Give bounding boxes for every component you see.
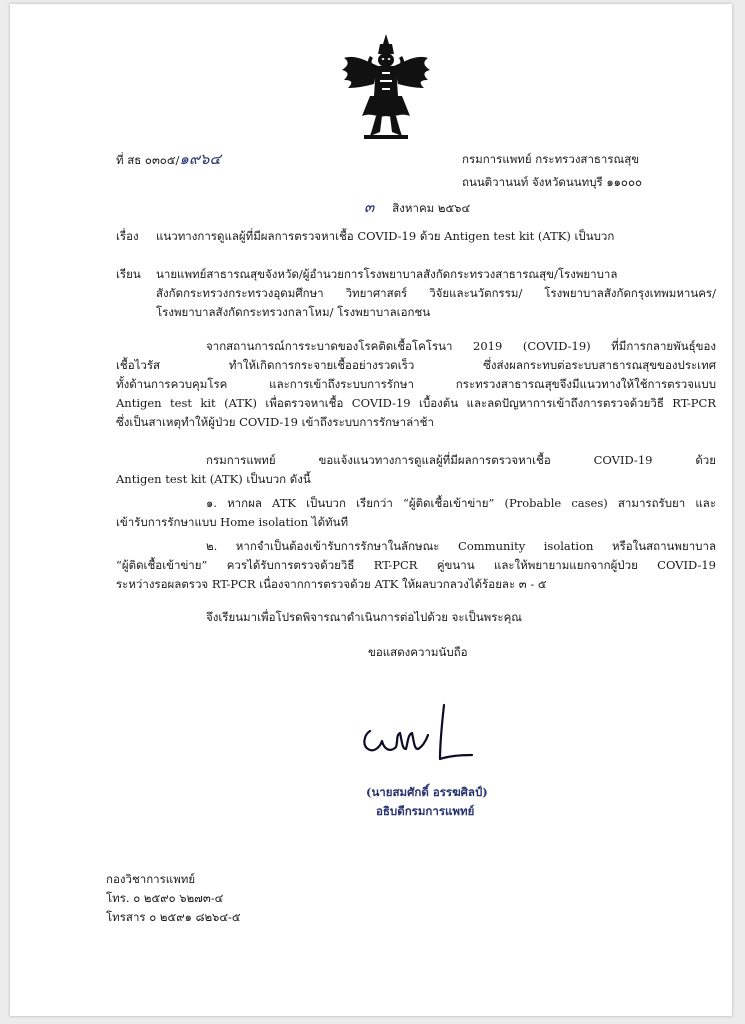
item-2-line-2: “ผู้ติดเชื้อเข้าข่าย” ควรได้รับการตรวจด้วยวิธี RT-PCR คู่ขนาน และให้พยายามแยกจากผู้ป่วย COVID-19: [116, 558, 716, 572]
signatory-name: (นายสมศักดิ์ อรรฆศิลป์): [366, 785, 488, 799]
paragraph-2-line-1: กรมการแพทย์ ขอแจ้งแนวทางการดูแลผู้ที่มีผลการตรวจหาเชื้อ COVID-19 ด้วย: [206, 453, 716, 467]
org-address: ถนนติวานนท์ จังหวัดนนทบุรี ๑๑๐๐๐: [462, 175, 642, 189]
recipient-line-3: โรงพยาบาลสังกัดกระทรวงกลาโหม/ โรงพยาบาลเอกชน: [156, 305, 431, 319]
paragraph-2-line-2: Antigen test kit (ATK) เป็นบวก ดังนี้: [116, 472, 311, 486]
paragraph-1-line-4: Antigen test kit (ATK) เพื่อตรวจหาเชื้อ COVID-19 เบื้องต้น และลดปัญหาการเข้าถึงการตรวจด้วยวิธี RT-PCR: [116, 396, 716, 410]
org-name: กรมการแพทย์ กระทรวงสาธารณสุข: [462, 152, 640, 166]
date-month-year: สิงหาคม ๒๕๖๔: [392, 201, 471, 215]
paragraph-1-line-2: เชื้อไวรัส ทำให้เกิดการกระจายเชื้ออย่างรวดเร็ว ซึ่งส่งผลกระทบต่อระบบสาธารณสุขของประเทศ: [116, 358, 716, 372]
item-2-line-1: ๒. หากจำเป็นต้องเข้ารับการรักษาในลักษณะ Community isolation หรือในสถานพยาบาล: [206, 539, 716, 553]
reference-handwritten-number: ๑๙๖๔: [179, 150, 221, 168]
item-1-line-2: เข้ารับการรักษาแบบ Home isolation ได้ทันที: [116, 515, 349, 529]
signature-graphic: [356, 701, 476, 781]
item-1-line-1: ๑. หากผล ATK เป็นบวก เรียกว่า “ผู้ติดเชื้อเข้าข่าย” (Probable cases) สามารถรับยา และ: [206, 496, 716, 510]
reference-number: [116, 152, 221, 167]
date-day: ๓: [364, 198, 375, 216]
recipient-line-1: นายแพทย์สาธารณสุขจังหวัด/ผู้อำนวยการโรงพยาบาลสังกัดกระทรวงสาธารณสุข/โรงพยาบาล: [156, 267, 618, 281]
subject-label: เรื่อง: [116, 229, 139, 243]
footer-department: กองวิชาการแพทย์: [106, 872, 196, 886]
item-2-line-3: ระหว่างรอผลตรวจ RT-PCR เนื่องจากการตรวจด้วย ATK ให้ผลบวกลวงได้ร้อยละ ๓ - ๕: [116, 577, 547, 591]
garuda-emblem-icon: [340, 32, 432, 140]
closing-regards: ขอแสดงความนับถือ: [368, 645, 468, 659]
paragraph-1-line-5: ซึ่งเป็นสาเหตุทำให้ผู้ป่วย COVID-19 เข้าถึงระบบการรักษาล่าช้า: [116, 415, 434, 429]
reference-label: ที่ สธ ๐๓๐๕/: [116, 153, 180, 167]
paragraph-1-line-3: ทั้งด้านการควบคุมโรค และการเข้าถึงระบบการรักษา กระทรวงสาธารณสุขจึงมีแนวทางให้ใช้การตรวจแบบ: [116, 377, 716, 391]
letter-date: [364, 200, 470, 215]
footer-phone: โทร. ๐ ๒๕๙๐ ๖๒๗๓-๔: [106, 891, 224, 905]
letter-page: [10, 4, 732, 1016]
closing-request: จึงเรียนมาเพื่อโปรดพิจารณาดำเนินการต่อไปด้วย จะเป็นพระคุณ: [206, 610, 522, 624]
recipient-label: เรียน: [116, 267, 141, 281]
footer-fax: โทรสาร ๐ ๒๕๙๑ ๘๒๖๔-๕: [106, 910, 241, 924]
recipient-line-2: สังกัดกระทรวงกระทรวงอุดมศึกษา วิทยาศาสตร์ วิจัยและนวัตกรรม/ โรงพยาบาลสังกัดกรุงเทพมหานคร/: [156, 286, 716, 300]
subject-text: แนวทางการดูแลผู้ที่มีผลการตรวจหาเชื้อ COVID-19 ด้วย Antigen test kit (ATK) เป็นบวก: [156, 229, 615, 243]
paragraph-1-line-1: จากสถานการณ์การระบาดของโรคติดเชื้อโคโรนา 2019 (COVID-19) ที่มีการกลายพันธุ์ของ: [206, 339, 716, 353]
signatory-title: อธิบดีกรมการแพทย์: [376, 804, 475, 818]
